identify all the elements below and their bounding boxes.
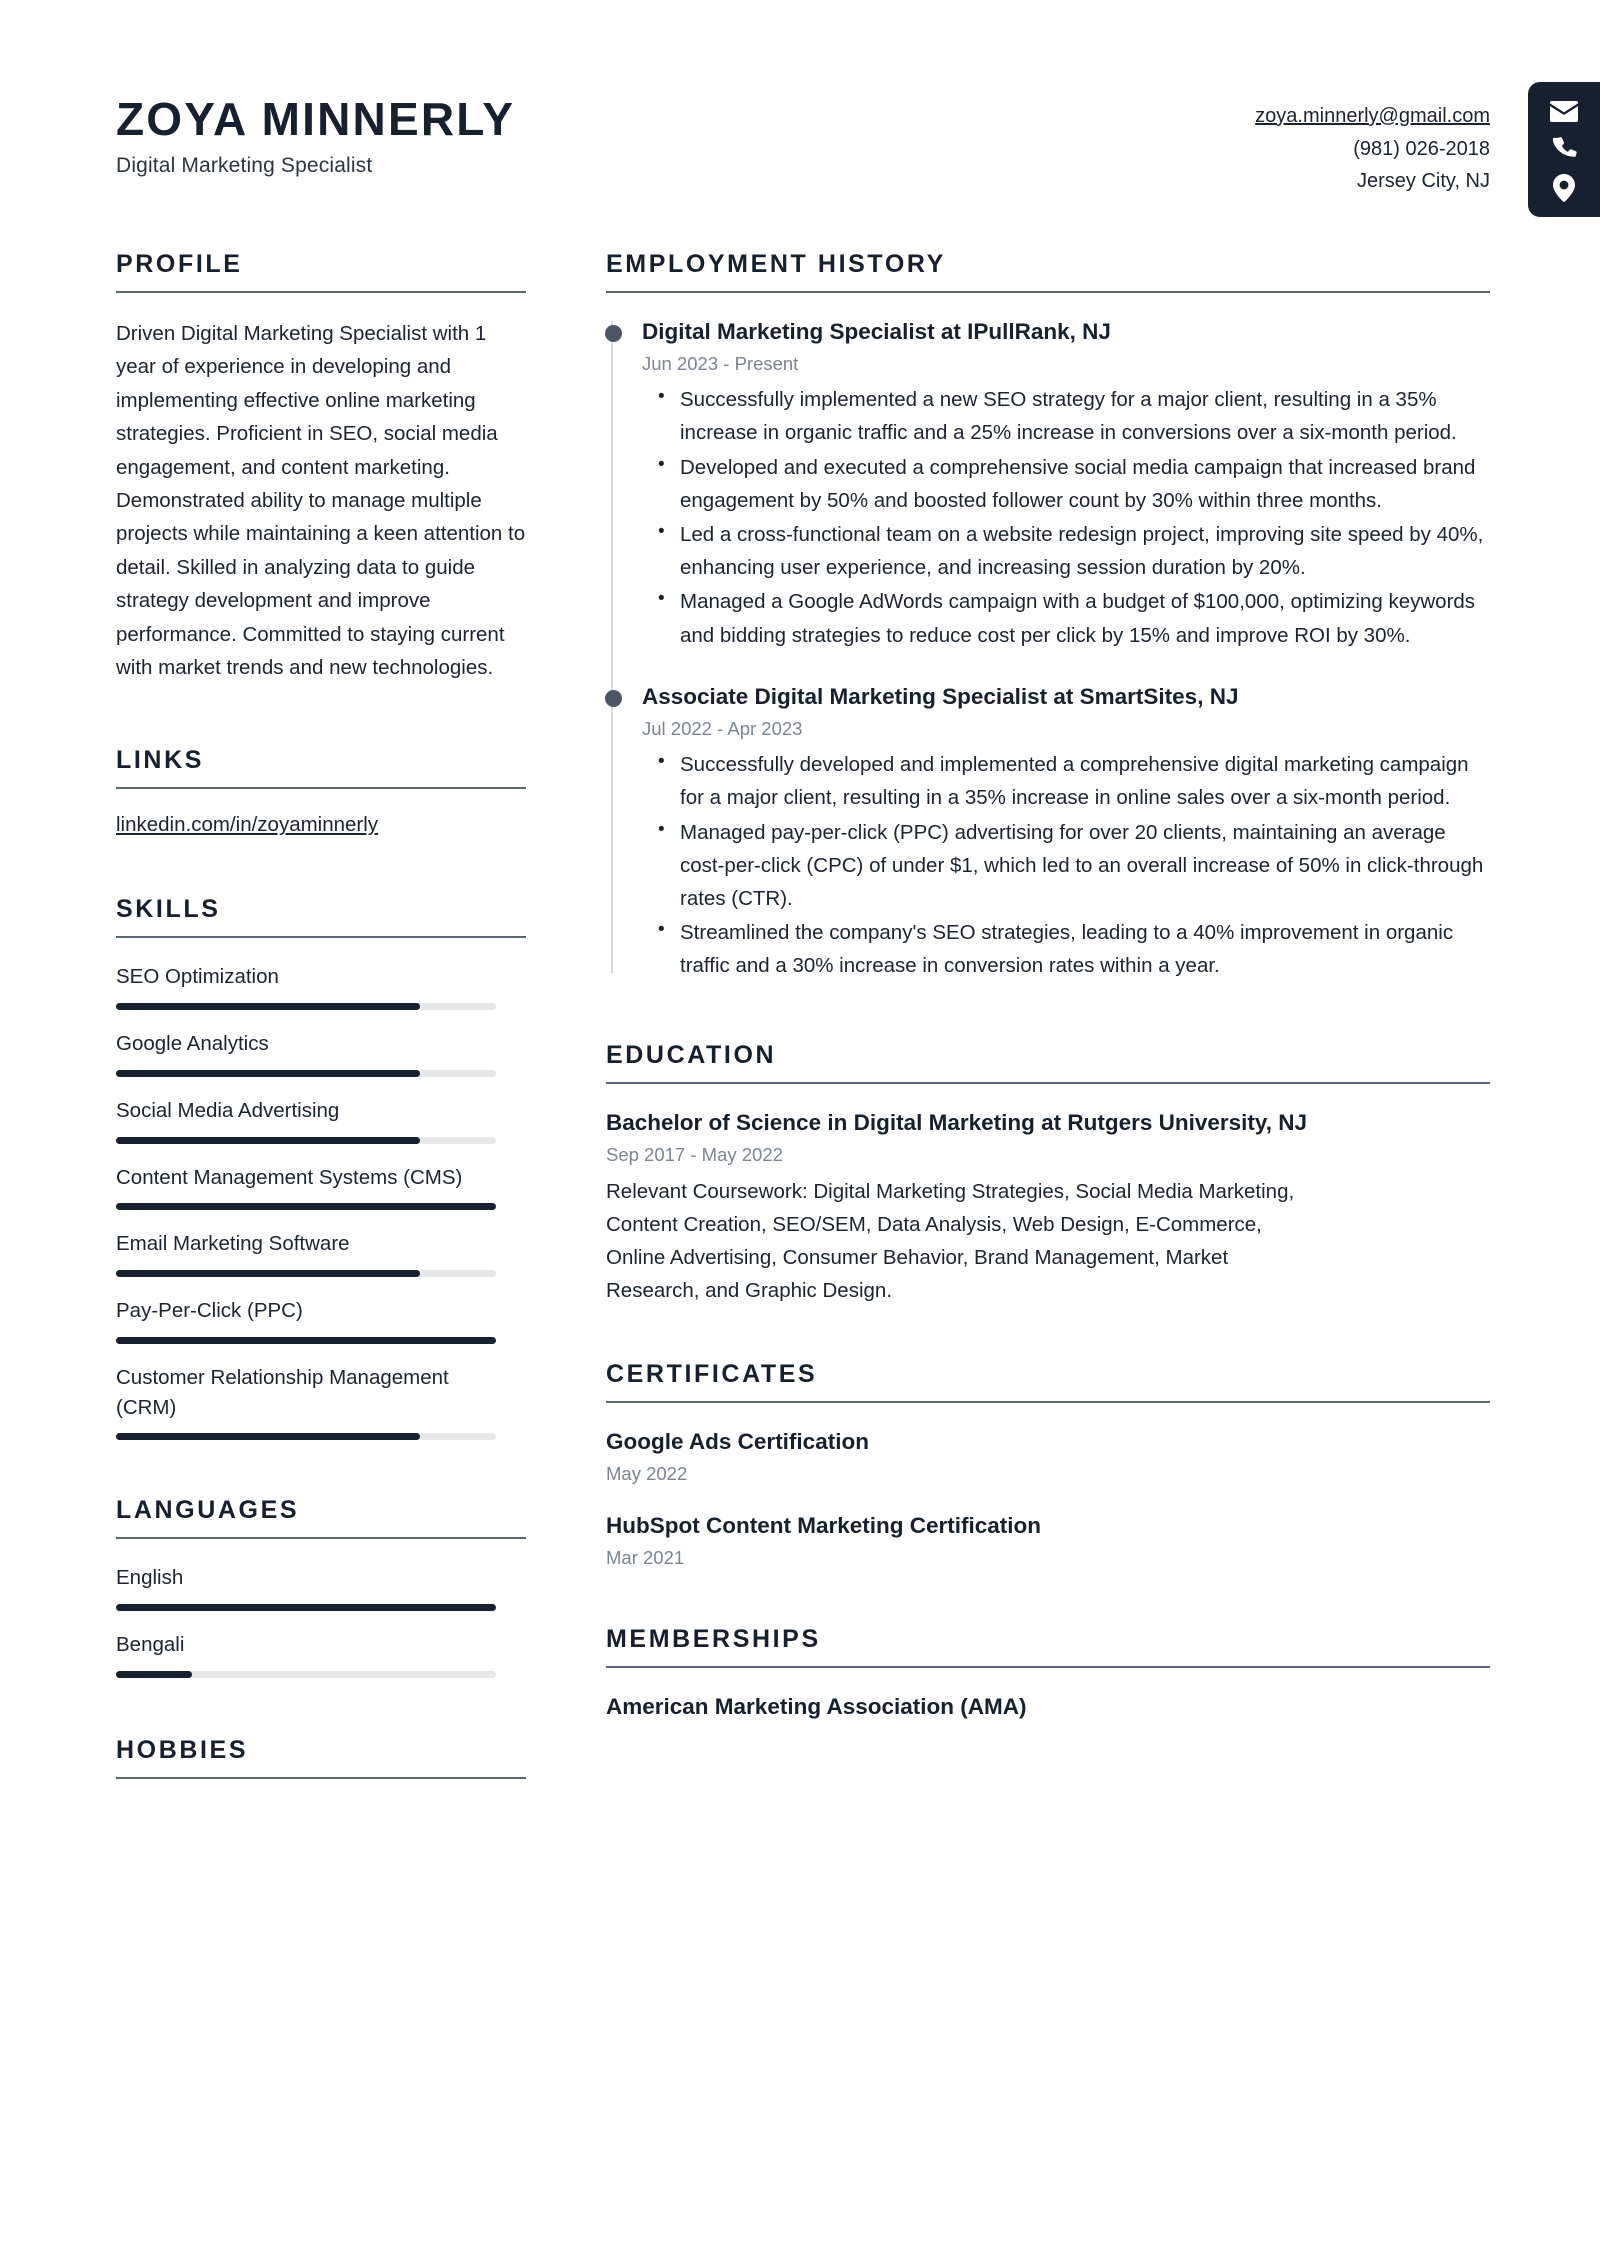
certificate-entry	[606, 1427, 1490, 1485]
section-profile	[116, 250, 526, 684]
certificate-date: May 2022	[606, 1462, 688, 1484]
section-divider	[606, 291, 1490, 293]
right-column	[500, 250, 1600, 1721]
section-memberships	[606, 1625, 1490, 1721]
employment-title: Digital Marketing Specialist at IPullRank, NJ	[642, 319, 1111, 344]
skill-level-fill	[116, 1137, 420, 1144]
skill-level-track	[116, 1337, 496, 1344]
skill-level-fill	[116, 1203, 496, 1210]
job-title-subtitle: Digital Marketing Specialist	[116, 153, 373, 177]
phone-icon	[1551, 135, 1577, 161]
skill-label: SEO Optimization	[116, 965, 279, 989]
language-level-track	[116, 1671, 496, 1678]
timeline-dot-icon	[605, 690, 622, 707]
contact-location: Jersey City, NJ	[1357, 170, 1490, 193]
skill-level-track	[116, 1137, 496, 1144]
resume-header	[0, 0, 1600, 250]
employment-bullet: • Managed a Google AdWords campaign with a budget of $100,000, optimizing keywords and bidding strategies to reduce cost per click by 15% and improve ROI by 30%.	[680, 585, 1490, 651]
skill-level-track	[116, 1003, 496, 1010]
employment-dates: Jul 2022 - Apr 2023	[642, 718, 803, 740]
profile-text: Driven Digital Marketing Specialist with 1 year of experience in developing and implementing effective online marketing strategies. Proficient in SEO, social media engagement, and content marketing. Demonstrated ability to manage multiple projects while maintaining a keen attention to detail. Skilled in analyzing data to guide strategy development and improve performance. Committed to staying current with market trends and new technologies.	[116, 322, 526, 680]
employment-bullet: • Successfully developed and implemented a comprehensive digital marketing campaign for a major client, resulting in a 35% increase in online sales over a six-month period.	[680, 748, 1490, 814]
certificate-title: HubSpot Content Marketing Certification	[606, 1512, 1041, 1538]
skill-item	[116, 1029, 500, 1077]
employment-bullet: • Managed pay-per-click (PPC) advertising for over 20 clients, maintaining an average cost-per-click (CPC) of under $1, which led to an overall increase of 50% in click-through rates (CTR).	[680, 816, 1490, 916]
section-links	[116, 746, 500, 837]
section-heading-profile: PROFILE	[116, 250, 243, 278]
certificates-list	[606, 1427, 1490, 1570]
education-description: Relevant Coursework: Digital Marketing Strategies, Social Media Marketing, Content Creation, SEO/SEM, Data Analysis, Web Design, E-Commerce, Online Advertising, Consumer Behavior, Brand Management, Market Research, and Graphic Design.	[606, 1179, 1295, 1303]
timeline-dot-icon	[605, 325, 622, 342]
contact-phone[interactable]: (981) 026-2018	[1353, 137, 1490, 160]
skills-list	[116, 962, 500, 1440]
skill-level-fill	[116, 1337, 496, 1344]
link-item-linkedin[interactable]: linkedin.com/in/zoyaminnerly	[116, 813, 379, 837]
skill-item	[116, 962, 500, 1010]
employment-bullet-list	[642, 748, 1490, 982]
section-heading-certificates: CERTIFICATES	[606, 1359, 818, 1388]
section-divider	[116, 787, 526, 789]
skill-label: Google Analytics	[116, 1032, 269, 1056]
section-heading-hobbies: HOBBIES	[116, 1735, 249, 1764]
section-divider	[116, 1777, 526, 1779]
section-divider	[116, 936, 526, 938]
education-dates: Sep 2017 - May 2022	[606, 1143, 783, 1165]
section-certificates	[606, 1360, 1490, 1570]
language-item	[116, 1630, 500, 1678]
education-entry	[606, 1108, 1490, 1308]
name-block	[116, 95, 515, 178]
employment-title: Associate Digital Marketing Specialist at SmartSites, NJ	[642, 683, 1239, 709]
employment-bullet: • Developed and executed a comprehensive social media campaign that increased brand engagement by 50% and boosted follower count by 30% within three months.	[680, 451, 1490, 517]
section-heading-links: LINKS	[116, 746, 204, 775]
section-heading-education: EDUCATION	[606, 1040, 777, 1069]
skill-level-track	[116, 1270, 496, 1277]
left-column	[0, 250, 526, 1803]
language-item	[116, 1563, 500, 1611]
employment-timeline	[606, 317, 1490, 983]
skill-label: Pay-Per-Click (PPC)	[116, 1299, 303, 1323]
skill-label: Email Marketing Software	[116, 1232, 350, 1256]
certificate-date: Mar 2021	[606, 1547, 685, 1569]
skill-item	[116, 1363, 500, 1440]
education-title: Bachelor of Science in Digital Marketing at Rutgers University, NJ	[606, 1109, 1308, 1135]
education-list	[606, 1108, 1490, 1308]
employment-bullet: • Successfully implemented a new SEO strategy for a major client, resulting in a 35% increase in organic traffic and a 25% increase in conversions over a six-month period.	[680, 383, 1490, 449]
employment-bullet: • Streamlined the company's SEO strategies, leading to a 40% improvement in organic traffic and a 30% increase in conversion rates within a year.	[680, 916, 1490, 982]
employment-bullet-list	[642, 383, 1490, 652]
section-hobbies	[116, 1736, 500, 1779]
contact-email[interactable]: zoya.minnerly@gmail.com	[1255, 105, 1490, 127]
skill-label: Social Media Advertising	[116, 1098, 340, 1122]
section-education	[606, 1041, 1490, 1308]
skill-level-track	[116, 1433, 496, 1440]
contact-icon-rail	[1528, 82, 1600, 217]
employment-dates: Jun 2023 - Present	[642, 353, 799, 375]
languages-list	[116, 1563, 500, 1677]
section-heading-skills: SKILLS	[116, 895, 221, 924]
employment-bullet: • Led a cross-functional team on a website redesign project, improving site speed by 40%, enhancing user experience, and increasing session duration by 20%.	[680, 518, 1490, 584]
location-pin-icon	[1553, 174, 1575, 202]
skill-level-track	[116, 1070, 496, 1077]
employment-entry	[642, 682, 1490, 983]
section-languages	[116, 1496, 500, 1677]
language-level-track	[116, 1604, 496, 1611]
skill-level-fill	[116, 1003, 420, 1010]
skill-item	[116, 1163, 500, 1211]
membership-title: American Marketing Association (AMA)	[606, 1694, 1027, 1720]
section-divider	[606, 1401, 1490, 1403]
skill-level-fill	[116, 1433, 420, 1440]
language-level-fill	[116, 1604, 496, 1611]
skill-level-fill	[116, 1070, 420, 1077]
skill-level-track	[116, 1203, 496, 1210]
employment-entry	[642, 317, 1490, 652]
resume-body	[0, 250, 1600, 1803]
certificate-title: Google Ads Certification	[606, 1428, 869, 1454]
section-skills	[116, 895, 500, 1440]
section-heading-employment: EMPLOYMENT HISTORY	[606, 250, 946, 278]
page-title: ZOYA MINNERLY	[116, 93, 516, 145]
section-divider	[606, 1666, 1490, 1668]
language-level-fill	[116, 1671, 192, 1678]
section-employment-history	[606, 250, 1490, 983]
section-divider	[606, 1082, 1490, 1084]
skill-level-fill	[116, 1270, 420, 1277]
skill-item	[116, 1296, 500, 1344]
language-label: Bengali	[116, 1632, 185, 1656]
skill-label: Customer Relationship Management (CRM)	[116, 1365, 449, 1419]
language-label: English	[116, 1566, 184, 1590]
skill-label: Content Management Systems (CMS)	[116, 1165, 463, 1189]
envelope-icon	[1550, 101, 1578, 122]
section-divider	[116, 1537, 526, 1539]
skill-item	[116, 1096, 500, 1144]
section-heading-languages: LANGUAGES	[116, 1496, 300, 1525]
section-divider	[116, 291, 526, 293]
contact-block	[1255, 100, 1490, 198]
section-heading-memberships: MEMBERSHIPS	[606, 1625, 821, 1654]
memberships-list	[606, 1692, 1490, 1721]
certificate-entry	[606, 1511, 1490, 1569]
skill-item	[116, 1229, 500, 1277]
